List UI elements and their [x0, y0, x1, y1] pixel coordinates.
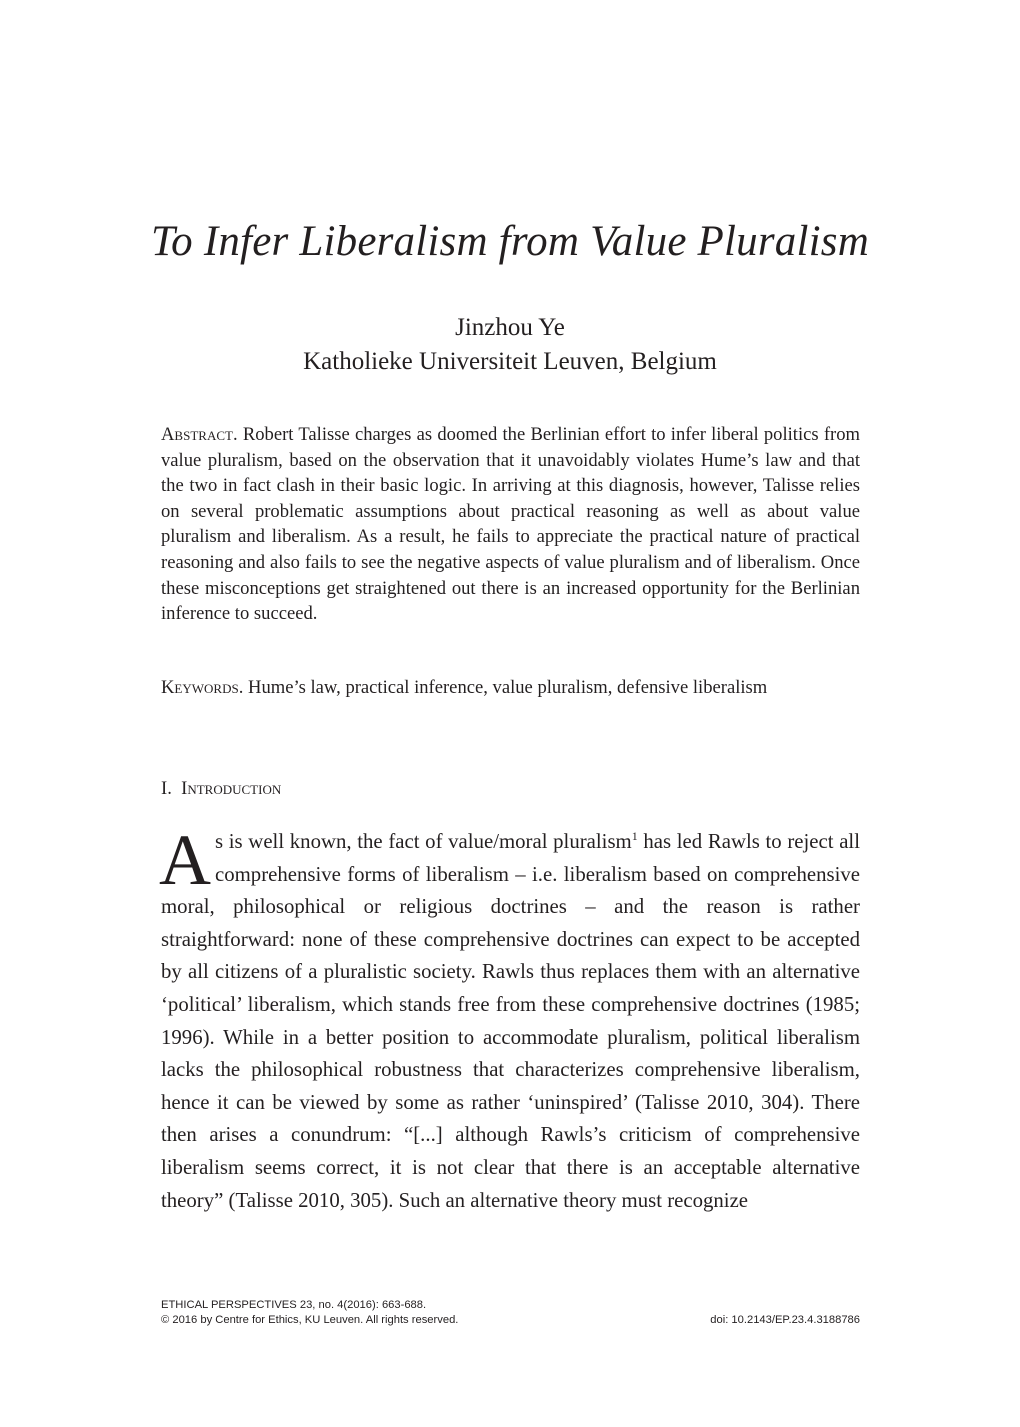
keywords-text: Hume’s law, practical inference, value pluralism, defensive liberalism: [248, 677, 768, 698]
keywords: [161, 675, 860, 701]
keywords-label: Keywords.: [161, 677, 244, 698]
drop-cap: A: [159, 820, 211, 900]
body-text-rest: has led Rawls to reject all comprehensive forms of liberalism – i.e. liberalism based on comprehensive moral, philosophical or religious doctrines – and the reason is rather straightforward: none of these comprehensive doctrines can expect to be accepted by all citizens of a pluralistic society. Rawls thus replaces them with an alternative ‘political’ liberalism, which stands free from these comprehensive doctrines (1985; 1996). While in a better position to accommodate pluralism, political liberalism lacks the philosophical robustness that characterizes comprehensive liberalism, hence it can be viewed by some as rather ‘uninspired’ (Talisse 2010, 304). There then arises a conundrum: “[...] although Rawls’s criticism of comprehensive liberalism seems correct, it is not clear that there is an acceptable alternative theory” (Talisse 2010, 305). Such an alternative theory must recognize: [161, 830, 860, 1212]
footer-doi: doi: 10.2143/EP.23.4.3188786: [710, 1314, 860, 1326]
abstract-text: Robert Talisse charges as doomed the Berlinian effort to infer liberal politics from value pluralism, based on the observation that it unavoidably violates Hume’s law and that the two in fact clash in their basic logic. In arriving at this diagnosis, however, Talisse relies on several problematic assumptions about practical reasoning as well as about value pluralism and liberalism. As a result, he fails to appreciate the practical nature of practical reasoning and also fails to see the negative aspects of value pluralism and of liberalism. Once these misconceptions get straightened out there is an increased opportunity for the Berlinian inference to succeed.: [161, 424, 861, 625]
body-paragraph: [159, 820, 860, 1217]
footer-journal: ETHICAL PERSPECTIVES 23, no. 4(2016): 663-688.: [161, 1299, 427, 1311]
footer-copyright: © 2016 by Centre for Ethics, KU Leuven. All rights reserved.: [161, 1314, 459, 1326]
section-heading: [161, 777, 281, 801]
article-title: To Infer Liberalism from Value Pluralism: [151, 218, 869, 265]
author-name: Jinzhou Ye: [455, 314, 565, 341]
abstract: [161, 422, 860, 627]
author-affiliation: Katholieke Universiteit Leuven, Belgium: [303, 348, 717, 375]
abstract-label: Abstract.: [161, 424, 238, 445]
body-text-start: s is well known, the fact of value/moral pluralism: [215, 830, 632, 853]
section-number: I.: [161, 778, 172, 799]
footnote-ref[interactable]: 1: [631, 829, 638, 844]
section-title: Introduction: [181, 778, 282, 799]
